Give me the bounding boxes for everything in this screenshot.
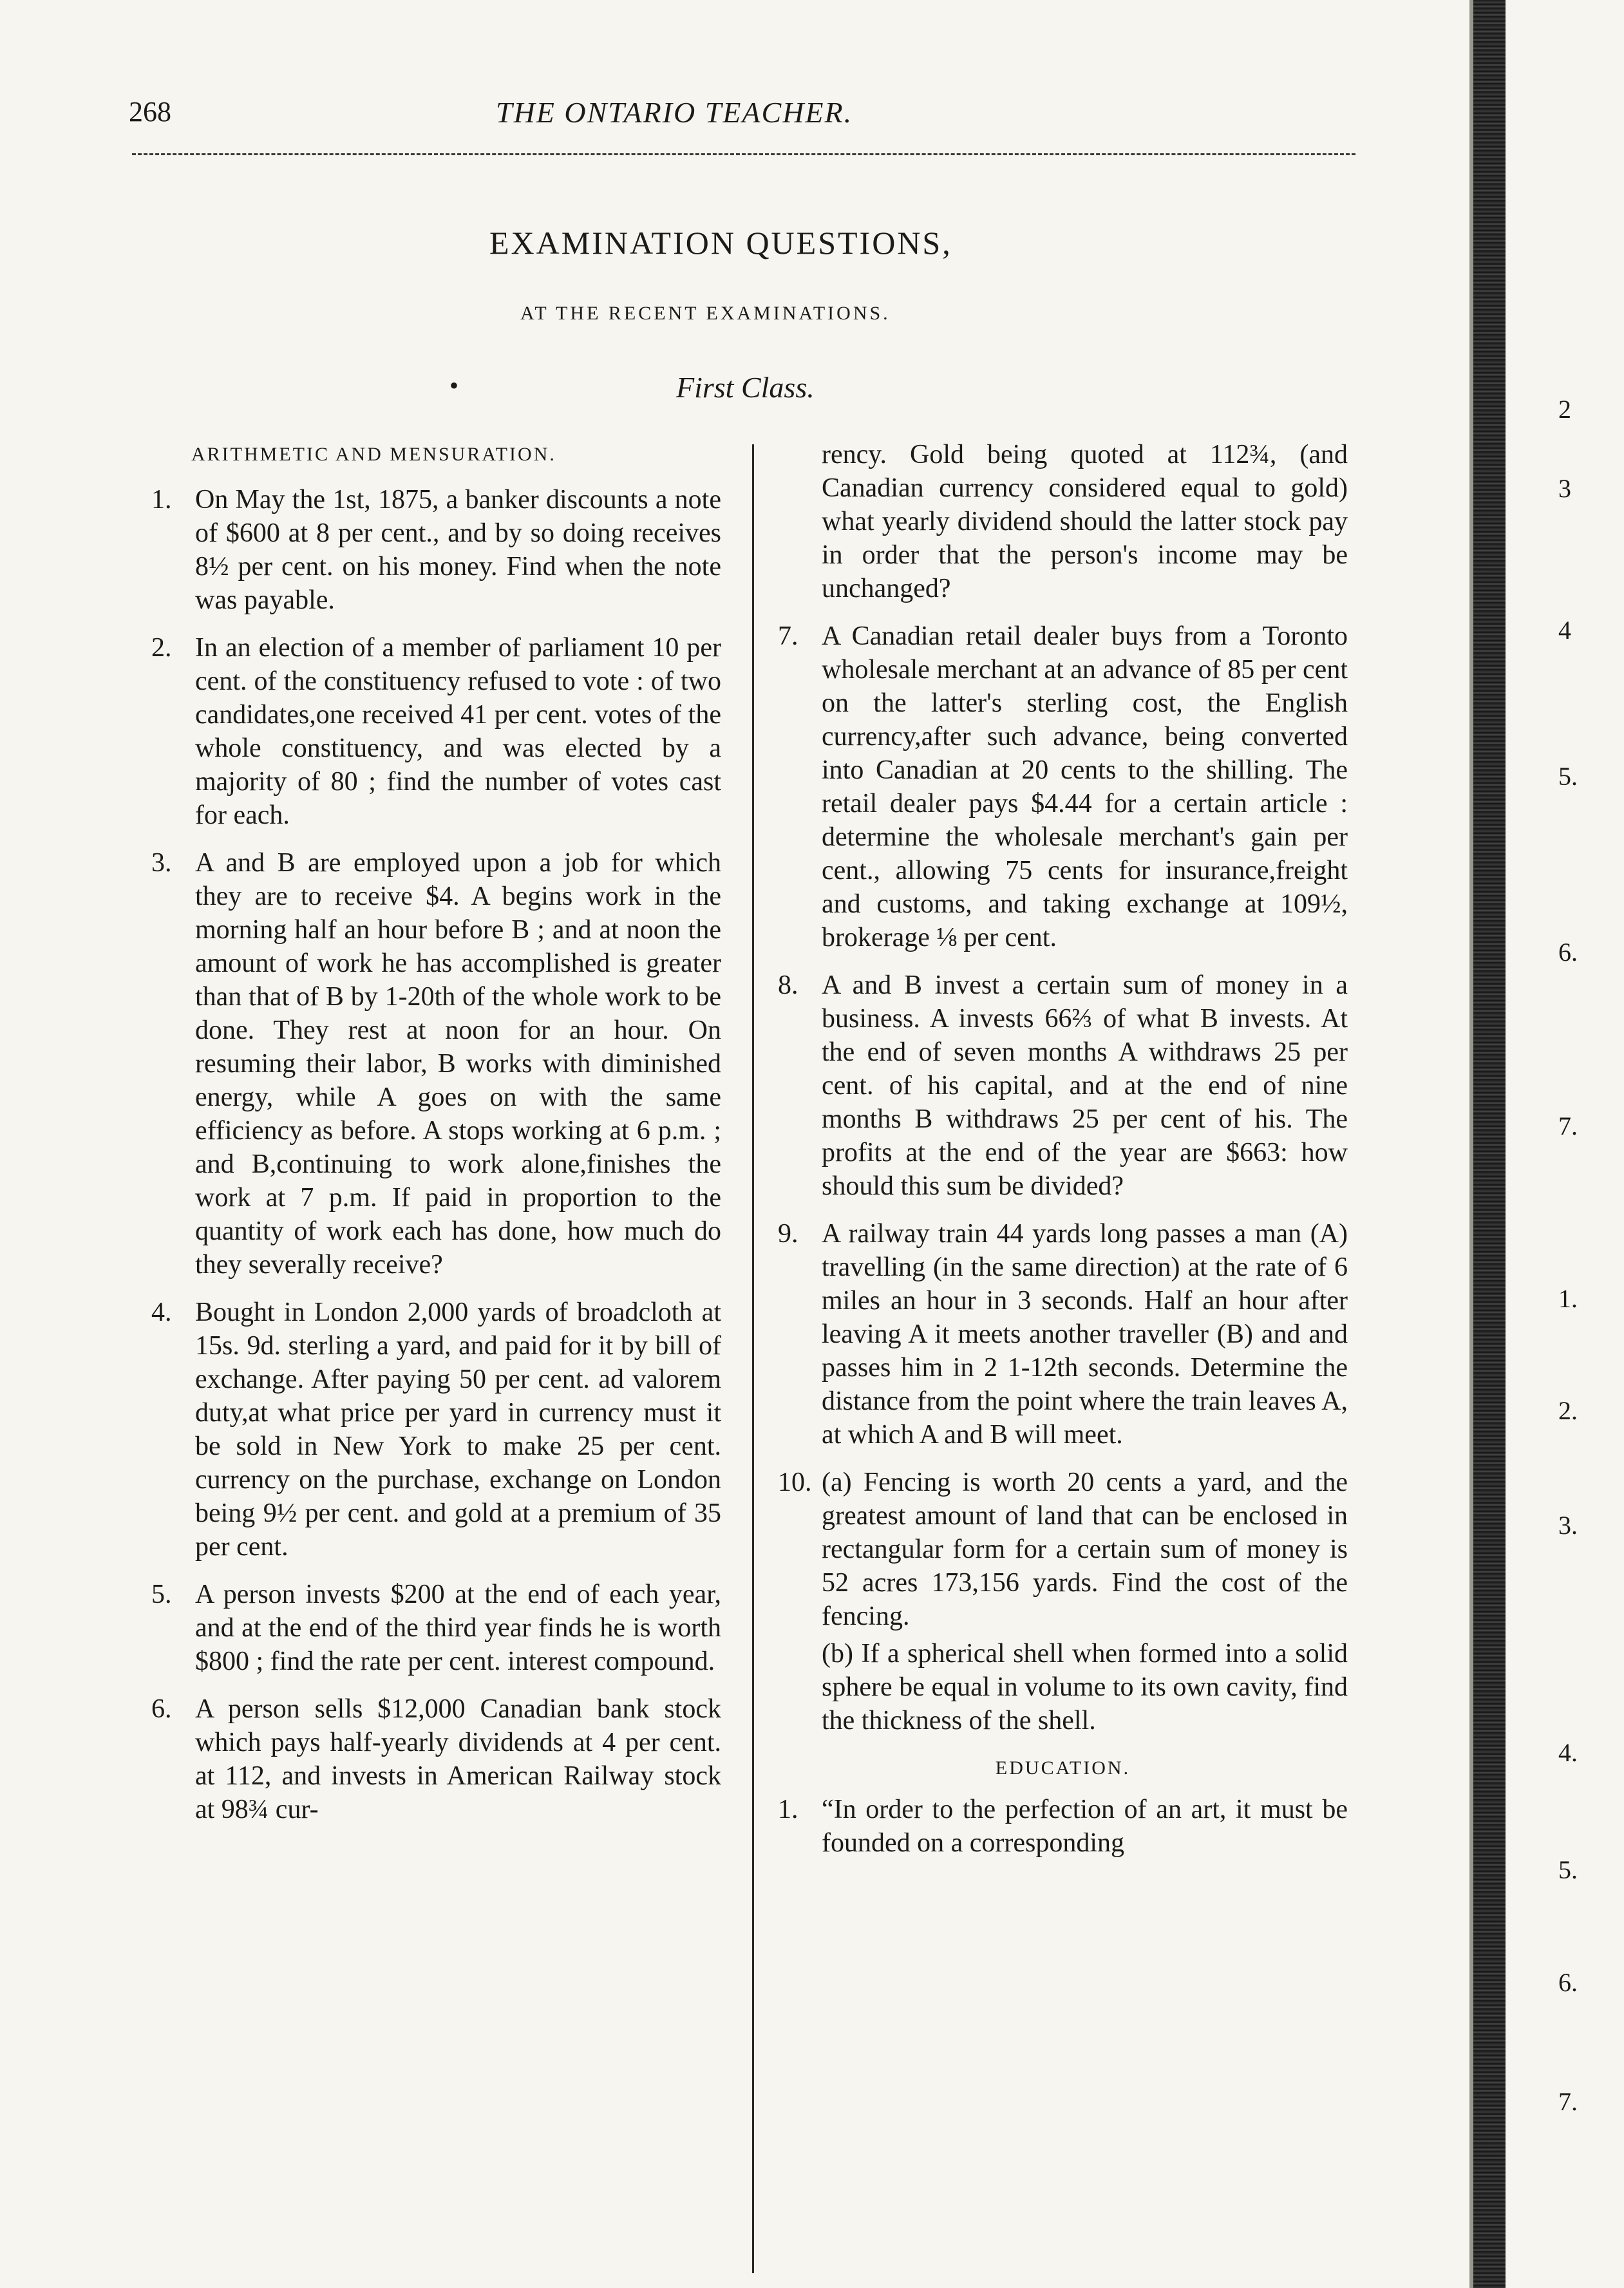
- page-title: EXAMINATION QUESTIONS,: [489, 225, 952, 261]
- question-text: Bought in London 2,000 yards of broadcloth at 15s. 9d. sterling a yard, and paid for it by bill of exchange. After paying 50 per cent. ad valorem duty,at what price per yard in currency must it be sold in New York to make 25 per cent. currency on the purchase, exchange on London being 9½ per cent. and gold at a premium of 35 per cent.: [195, 1298, 721, 1562]
- question-continuation: rency. Gold being quoted at 112¾, (and Canadian currency considered equal to gold) what yearly dividend should the latter stock pay in order that the person's income may be unchanged?: [822, 440, 1348, 603]
- question-text: In an election of a member of parliament 10 per cent. of the constituency refused to vote : of two candidates,one received 41 per cent. votes of the whole constituency, and was elected by a majority of 80 ; find the number of votes cast for each.: [195, 633, 721, 830]
- left-column: [151, 438, 721, 1840]
- question-number: 2.: [151, 633, 172, 663]
- question-number: 8.: [778, 970, 798, 1000]
- margin-number: 6.: [1558, 1968, 1578, 1997]
- margin-number: 5.: [1558, 762, 1578, 791]
- question-text: On May the 1st, 1875, a banker discounts a note of $600 at 8 per cent., and by so doing receives 8½ per cent. on his money. Find when the note was payable.: [195, 485, 721, 615]
- question: [151, 1692, 721, 1826]
- margin-number: 1.: [1558, 1284, 1578, 1313]
- question-number: 7.: [778, 621, 798, 651]
- question-text: A person invests $200 at the end of each year, and at the end of the third year finds he is worth $800 ; find the rate per cent. interest compound.: [195, 1580, 721, 1676]
- binding-strip: [1473, 0, 1506, 2288]
- margin-number: 4: [1558, 616, 1571, 645]
- question-number: 6.: [151, 1694, 172, 1724]
- margin-number: 3: [1558, 474, 1571, 503]
- question-part-a: (a) Fencing is worth 20 cents a yard, and the greatest amount of land that can be enclosed in rectangular form for a certain sum of money is 52 acres 173,156 yards. Find the cost of the fencing.: [822, 1468, 1348, 1631]
- margin-number: 5.: [1558, 1855, 1578, 1884]
- margin-number: 4.: [1558, 1738, 1578, 1767]
- page-subtitle: AT THE RECENT EXAMINATIONS.: [520, 303, 891, 324]
- question-part-b: (b) If a spherical shell when formed into a solid sphere be equal in volume to its own cavity, find the thickness of the shell.: [822, 1639, 1348, 1735]
- question-text: A and B are employed upon a job for which they are to receive $4. A begins work in the morning half an hour before B ; and at noon the amount of work he has accomplished is greater than that of B by 1-20th of the whole work to be done. They rest at noon for an hour. On resuming their labor, B works with diminished energy, while A goes on with the same efficiency as before. A stops working at 6 p.m. ; and B,continuing to work alone,finishes the work at 7 p.m. If paid in proportion to the quantity of work each has done, how much do they severally receive?: [195, 848, 721, 1280]
- question-text: A Canadian retail dealer buys from a Toronto wholesale merchant at an advance of 85 per cent on the latter's sterling cost, the English currency,after such advance, being converted into Canadian at 20 cents to the shilling. The retail dealer pays $4.44 for a certain article : determine the wholesale merchant's gain per cent., allowing 75 cents for insurance,freight and customs, and taking exchange at 109½, brokerage ⅛ per cent.: [822, 621, 1348, 952]
- running-title: THE ONTARIO TEACHER.: [496, 96, 853, 129]
- question-text: [822, 1466, 1348, 1737]
- section-heading-education: EDUCATION.: [995, 1757, 1131, 1779]
- question-number: 3.: [151, 848, 172, 878]
- right-column: [778, 438, 1348, 1874]
- question-text: “In order to the perfection of an art, it must be founded on a corresponding: [822, 1795, 1348, 1858]
- margin-number: 6.: [1558, 938, 1578, 967]
- question: [151, 631, 721, 832]
- page-number: 268: [129, 96, 171, 128]
- margin-number: 7.: [1558, 1111, 1578, 1140]
- question: [778, 1466, 1348, 1737]
- question-number: 10.: [778, 1468, 812, 1497]
- class-label: First Class.: [676, 371, 815, 404]
- bullet-mark: •: [449, 371, 459, 400]
- margin-number: 3.: [1558, 1511, 1578, 1540]
- facing-page-margin: [1545, 0, 1610, 2288]
- question-number: 9.: [778, 1219, 798, 1249]
- question-number: 5.: [151, 1580, 172, 1609]
- question: [151, 846, 721, 1281]
- question-text: A railway train 44 yards long passes a man (A) travelling (in the same direction) at the rate of 6 miles an hour in 3 seconds. Half an hour after leaving A it meets another traveller (B) and and passes him in 2 1-12th seconds. Determine the distance from the point where the train leaves A, at which A and B will meet.: [822, 1219, 1348, 1450]
- margin-number: 7.: [1558, 2087, 1578, 2116]
- margin-number: 2.: [1558, 1396, 1578, 1425]
- question: [778, 619, 1348, 954]
- question: [151, 483, 721, 617]
- question-number: 1.: [778, 1795, 798, 1824]
- margin-number: 2: [1558, 395, 1571, 424]
- question-number: 1.: [151, 485, 172, 515]
- question-text: A person sells $12,000 Canadian bank stock which pays half-yearly dividends at 4 per cent. at 112, and invests in American Railway stock at 98¾ cur-: [195, 1694, 721, 1824]
- section-heading-arithmetic: ARITHMETIC AND MENSURATION.: [191, 444, 556, 465]
- column-divider: [752, 444, 754, 2273]
- question: [151, 1296, 721, 1564]
- question: [778, 1217, 1348, 1451]
- question-text: A and B invest a certain sum of money in a business. A invests 66⅔ of what B invests. At the end of seven months A withdraws 25 per cent. of his capital, and at the end of nine months B withdraws 25 per cent of his. The profits at the end of the year are $663: how should this sum be divided?: [822, 970, 1348, 1201]
- question: [778, 1793, 1348, 1860]
- question: [778, 969, 1348, 1203]
- question-number: 4.: [151, 1298, 172, 1327]
- header-rule: [132, 153, 1355, 155]
- question: [151, 1578, 721, 1678]
